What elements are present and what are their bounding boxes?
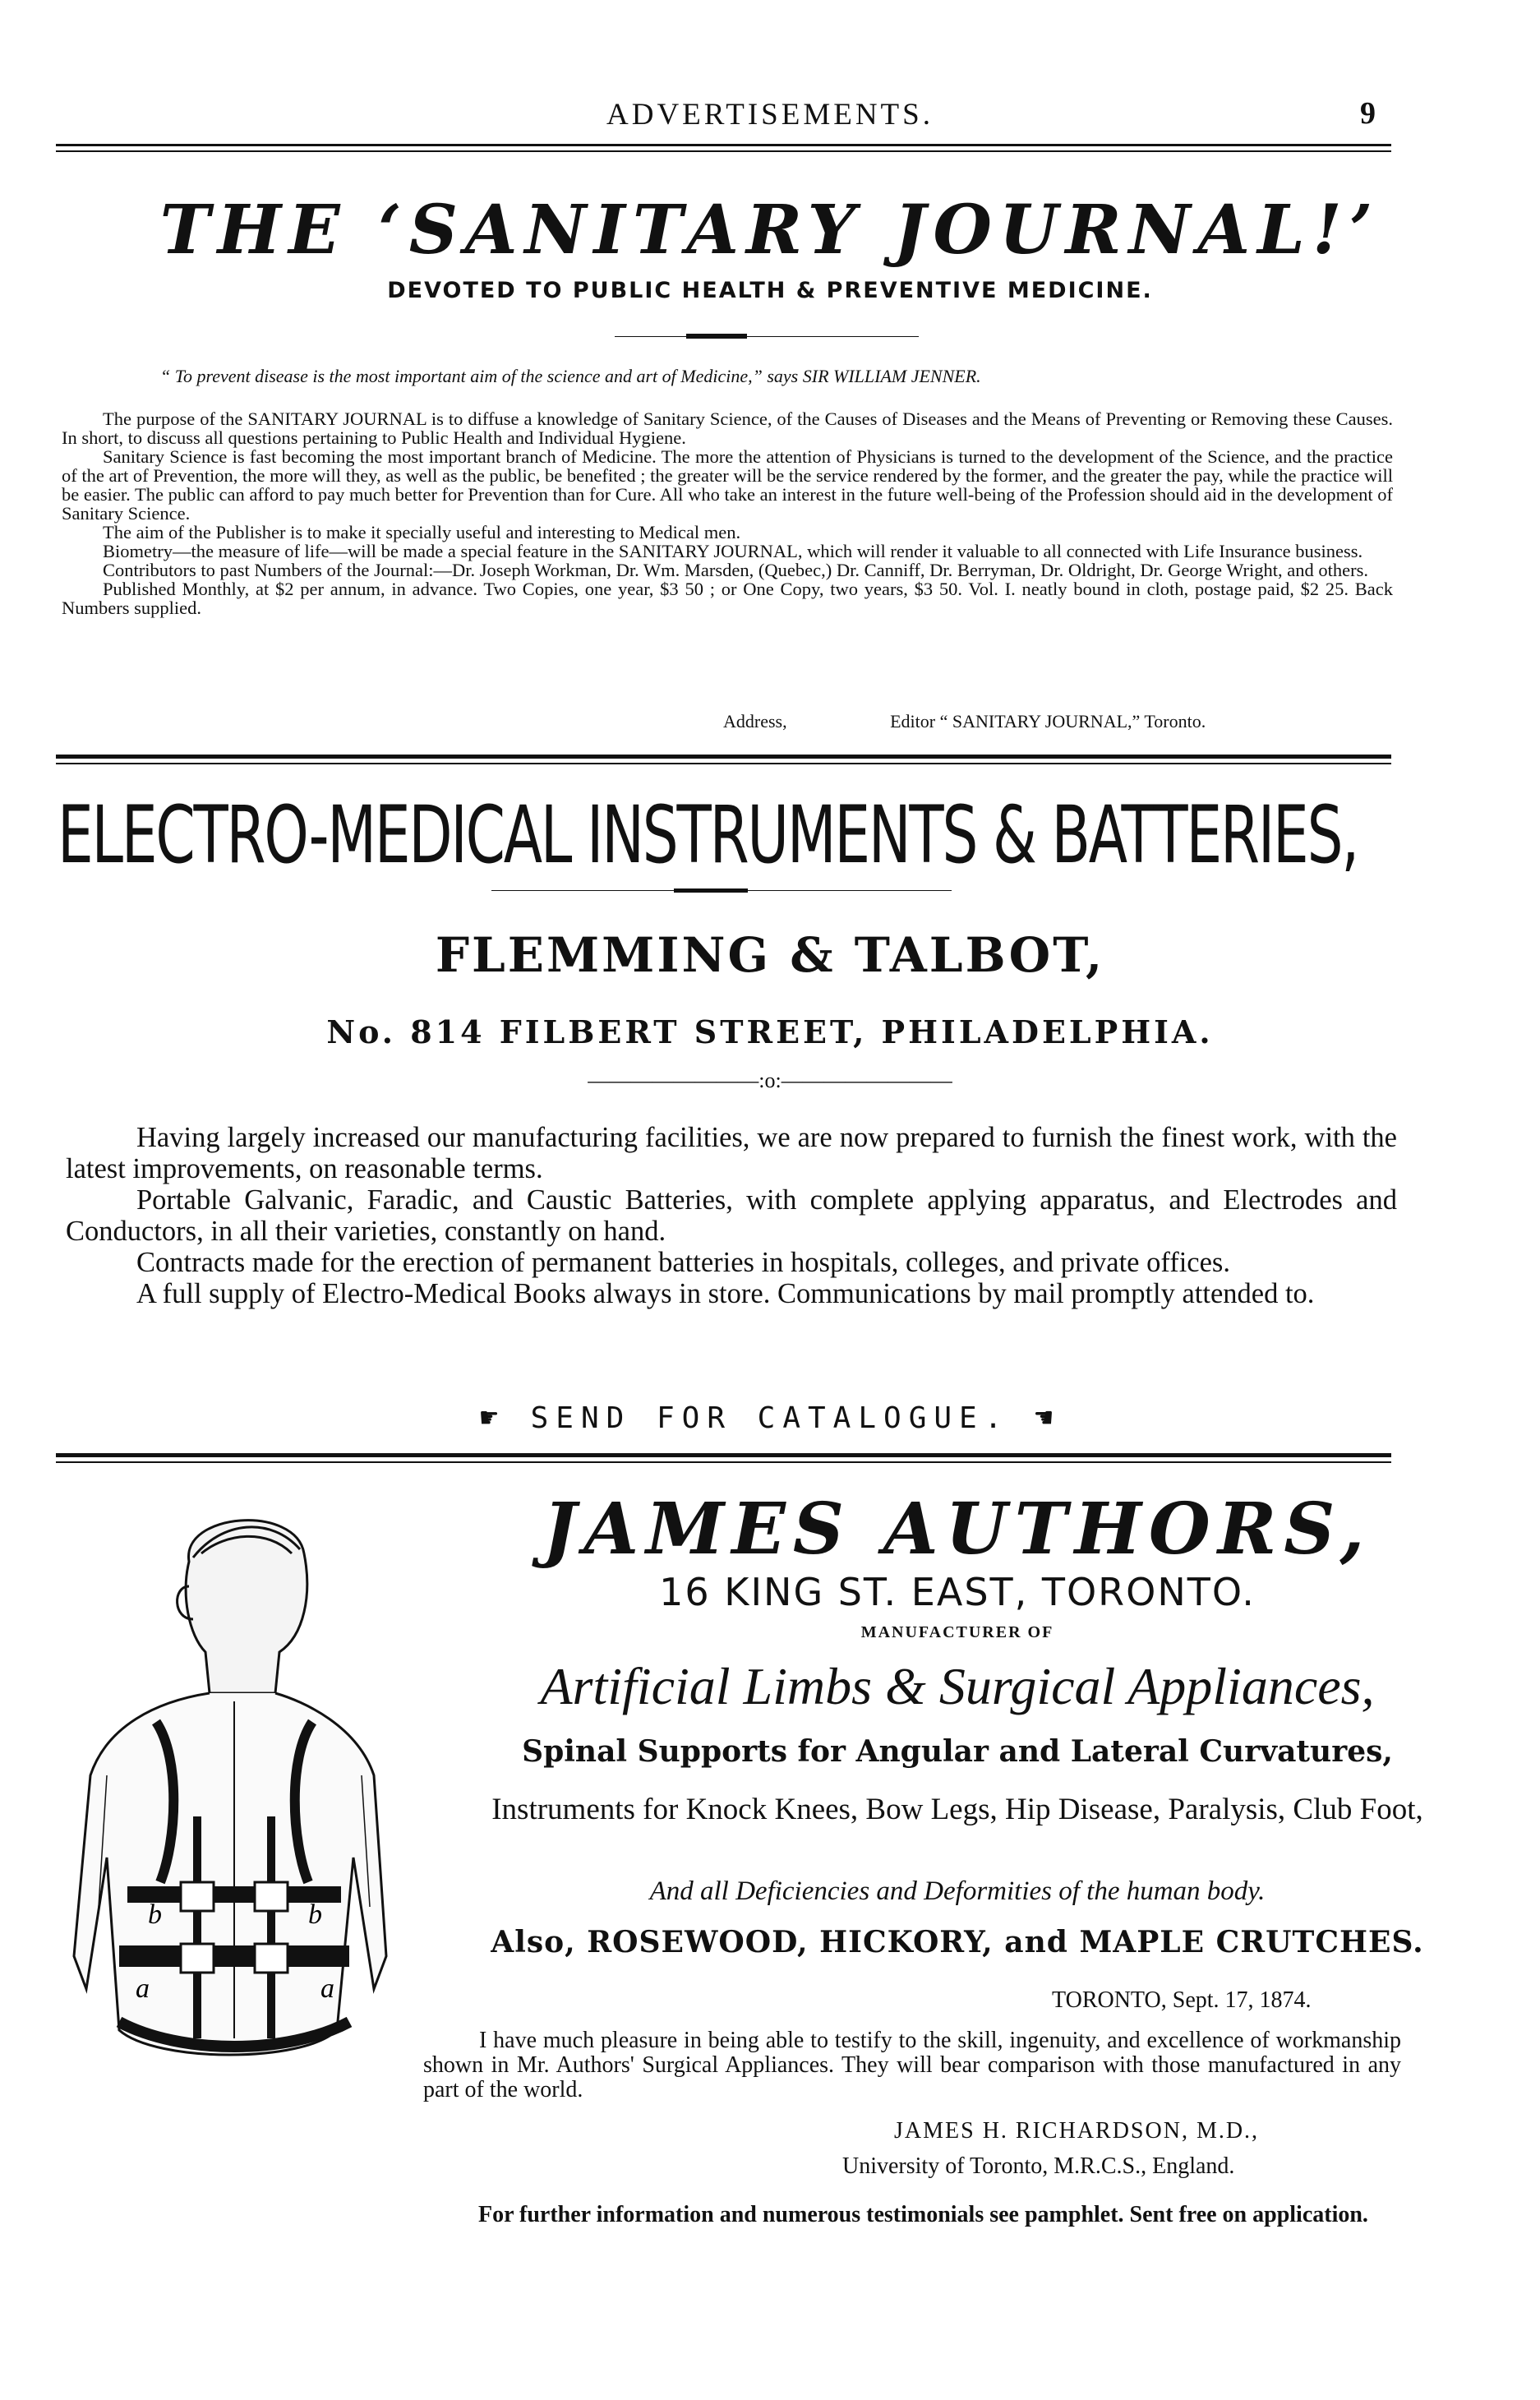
sanitary-journal-title: THE ‘SANITARY JOURNAL!’ [159,191,1381,270]
page-header-title: ADVERTISEMENTS. [606,98,934,132]
page-number: 9 [1360,96,1376,131]
electro-medical-title: ELECTRO-MEDICAL INSTRUMENTS & BATTERIES, [58,789,1358,881]
testimonial-date: TORONTO, Sept. 17, 1874. [1052,1987,1312,2013]
electro-medical-body [66,1122,1397,1309]
spinal-supports: Spinal Supports for Angular and Lateral Curvatures, [522,1734,1393,1769]
send-for-catalogue: ☛ SEND FOR CATALOGUE. ☚ [480,1401,1060,1435]
authors-name: JAMES AUTHORS, [542,1488,1372,1571]
address-value: Editor “ SANITARY JOURNAL,” Toronto. [890,711,1206,732]
illustration-label-b-right: b [308,1899,322,1930]
short-rule-thick [674,888,748,893]
firm-name: FLEMMING & TALBOT, [435,927,1105,983]
sanitary-paragraph: Contributors to past Numbers of the Journal:—Dr. Joseph Workman, Dr. Wm. Marsden, (Quebec,) Dr. Canniff, Dr. Berryman, Dr. Oldright, Dr. George Wright, and others. [103,560,1368,580]
header-rule-bottom [56,150,1391,152]
signature-name: JAMES H. RICHARDSON, M.D., [894,2118,1260,2144]
electro-paragraph: Portable Galvanic, Faradic, and Caustic Batteries, with complete applying apparatus, and Electrodes and Conductors, in all their varieties, constantly on hand. [66,1184,1397,1247]
sanitary-paragraph: Published Monthly, at $2 per annum, in advance. Two Copies, one year, $3 50 ; or One Copy, two years, $3 50. Vol. I. neatly bound in cloth, postage paid, $2 25. Back Numbers supplied. [62,579,1393,618]
testimonial-text: I have much pleasure in being able to testify to the skill, ingenuity, and excellence of workmanship shown in Mr. Authors' Surgical Appliances. They will bear comparison with those manufactured in any part of the world. [423,2028,1401,2102]
spinal-support-illustration [58,1496,411,2170]
sanitary-address [723,711,1206,732]
sanitary-paragraph: Biometry—the measure of life—will be made a special feature in the SANITARY JOURNAL, which will render it valuable to all connected with Life Insurance business. [103,541,1363,561]
illustration-label-a-right: a [320,1973,334,2004]
jenner-quote: “ To prevent disease is the most important aim of the science and art of Medicine,” says SIR WILLIAM JENNER. [160,366,981,386]
deficiencies-line: And all Deficiencies and Deformities of the human body. [649,1876,1266,1906]
instruments-list: Instruments for Knock Knees, Bow Legs, Hip Disease, Paralysis, Club Foot, [491,1793,1423,1826]
signature-affiliation: University of Toronto, M.R.C.S., England. [842,2153,1235,2179]
separator: ————————:o:———————— [588,1068,952,1092]
sanitary-paragraph: The aim of the Publisher is to make it specially useful and interesting to Medical men. [103,522,741,542]
illustration-label-a-left: a [136,1973,150,2004]
section-rule-thin [56,1461,1391,1463]
testimonial [423,2028,1401,2102]
address-label: Address, [723,711,787,732]
section-rule-thick [56,755,1391,759]
crutches-line: Also, ROSEWOOD, HICKORY, and MAPLE CRUTCHES. [491,1925,1424,1959]
authors-address: 16 KING ST. EAST, TORONTO. [659,1570,1256,1614]
illustration-label-b-left: b [148,1899,162,1930]
electro-paragraph: Having largely increased our manufacturing facilities, we are now prepared to furnish the finest work, with the latest improvements, on reasonable terms. [66,1122,1397,1184]
sanitary-paragraph: The purpose of the SANITARY JOURNAL is to diffuse a knowledge of Sanitary Science, of the Causes of Diseases and the Means of Preventing or Removing these Causes. In short, to discuss all questions pertaining to Public Health and Individual Hygiene. [62,408,1393,448]
further-information [419,2203,1401,2227]
manufacturer-label: MANUFACTURER OF [860,1623,1054,1641]
further-text: For further information and numerous testimonials see pamphlet. Sent free on application. [478,2202,1368,2227]
sanitary-journal-subtitle: DEVOTED TO PUBLIC HEALTH & PREVENTIVE MEDICINE. [387,278,1153,303]
electro-paragraph: A full supply of Electro-Medical Books always in store. Communications by mail promptly attended to. [136,1278,1315,1309]
sanitary-journal-body [62,409,1393,617]
sanitary-paragraph: Sanitary Science is fast becoming the most important branch of Medicine. The more the attention of Physicians is turned to the development of the Science, and the practice of the art of Prevention, the more will they, as well as the public, be benefited ; the greater will be the service rendered by the former, and the greater the pay, while the practice will be easier. The public can afford to pay much better for Prevention than for Cure. All who take an interest in the future well-being of the Profession should aid in the development of Sanitary Science. [62,446,1393,524]
torso-brace-drawing [58,1496,411,2170]
short-rule [615,336,919,337]
firm-address: No. 814 FILBERT STREET, PHILADELPHIA. [326,1013,1214,1050]
short-rule-thick [686,334,747,339]
electro-paragraph: Contracts made for the erection of permanent batteries in hospitals, colleges, and private offices. [136,1247,1230,1278]
header-rule-top [56,144,1391,146]
section-rule-thin [56,763,1391,764]
product-title: Artificial Limbs & Surgical Appliances, [540,1657,1375,1715]
section-rule-thick [56,1453,1391,1457]
